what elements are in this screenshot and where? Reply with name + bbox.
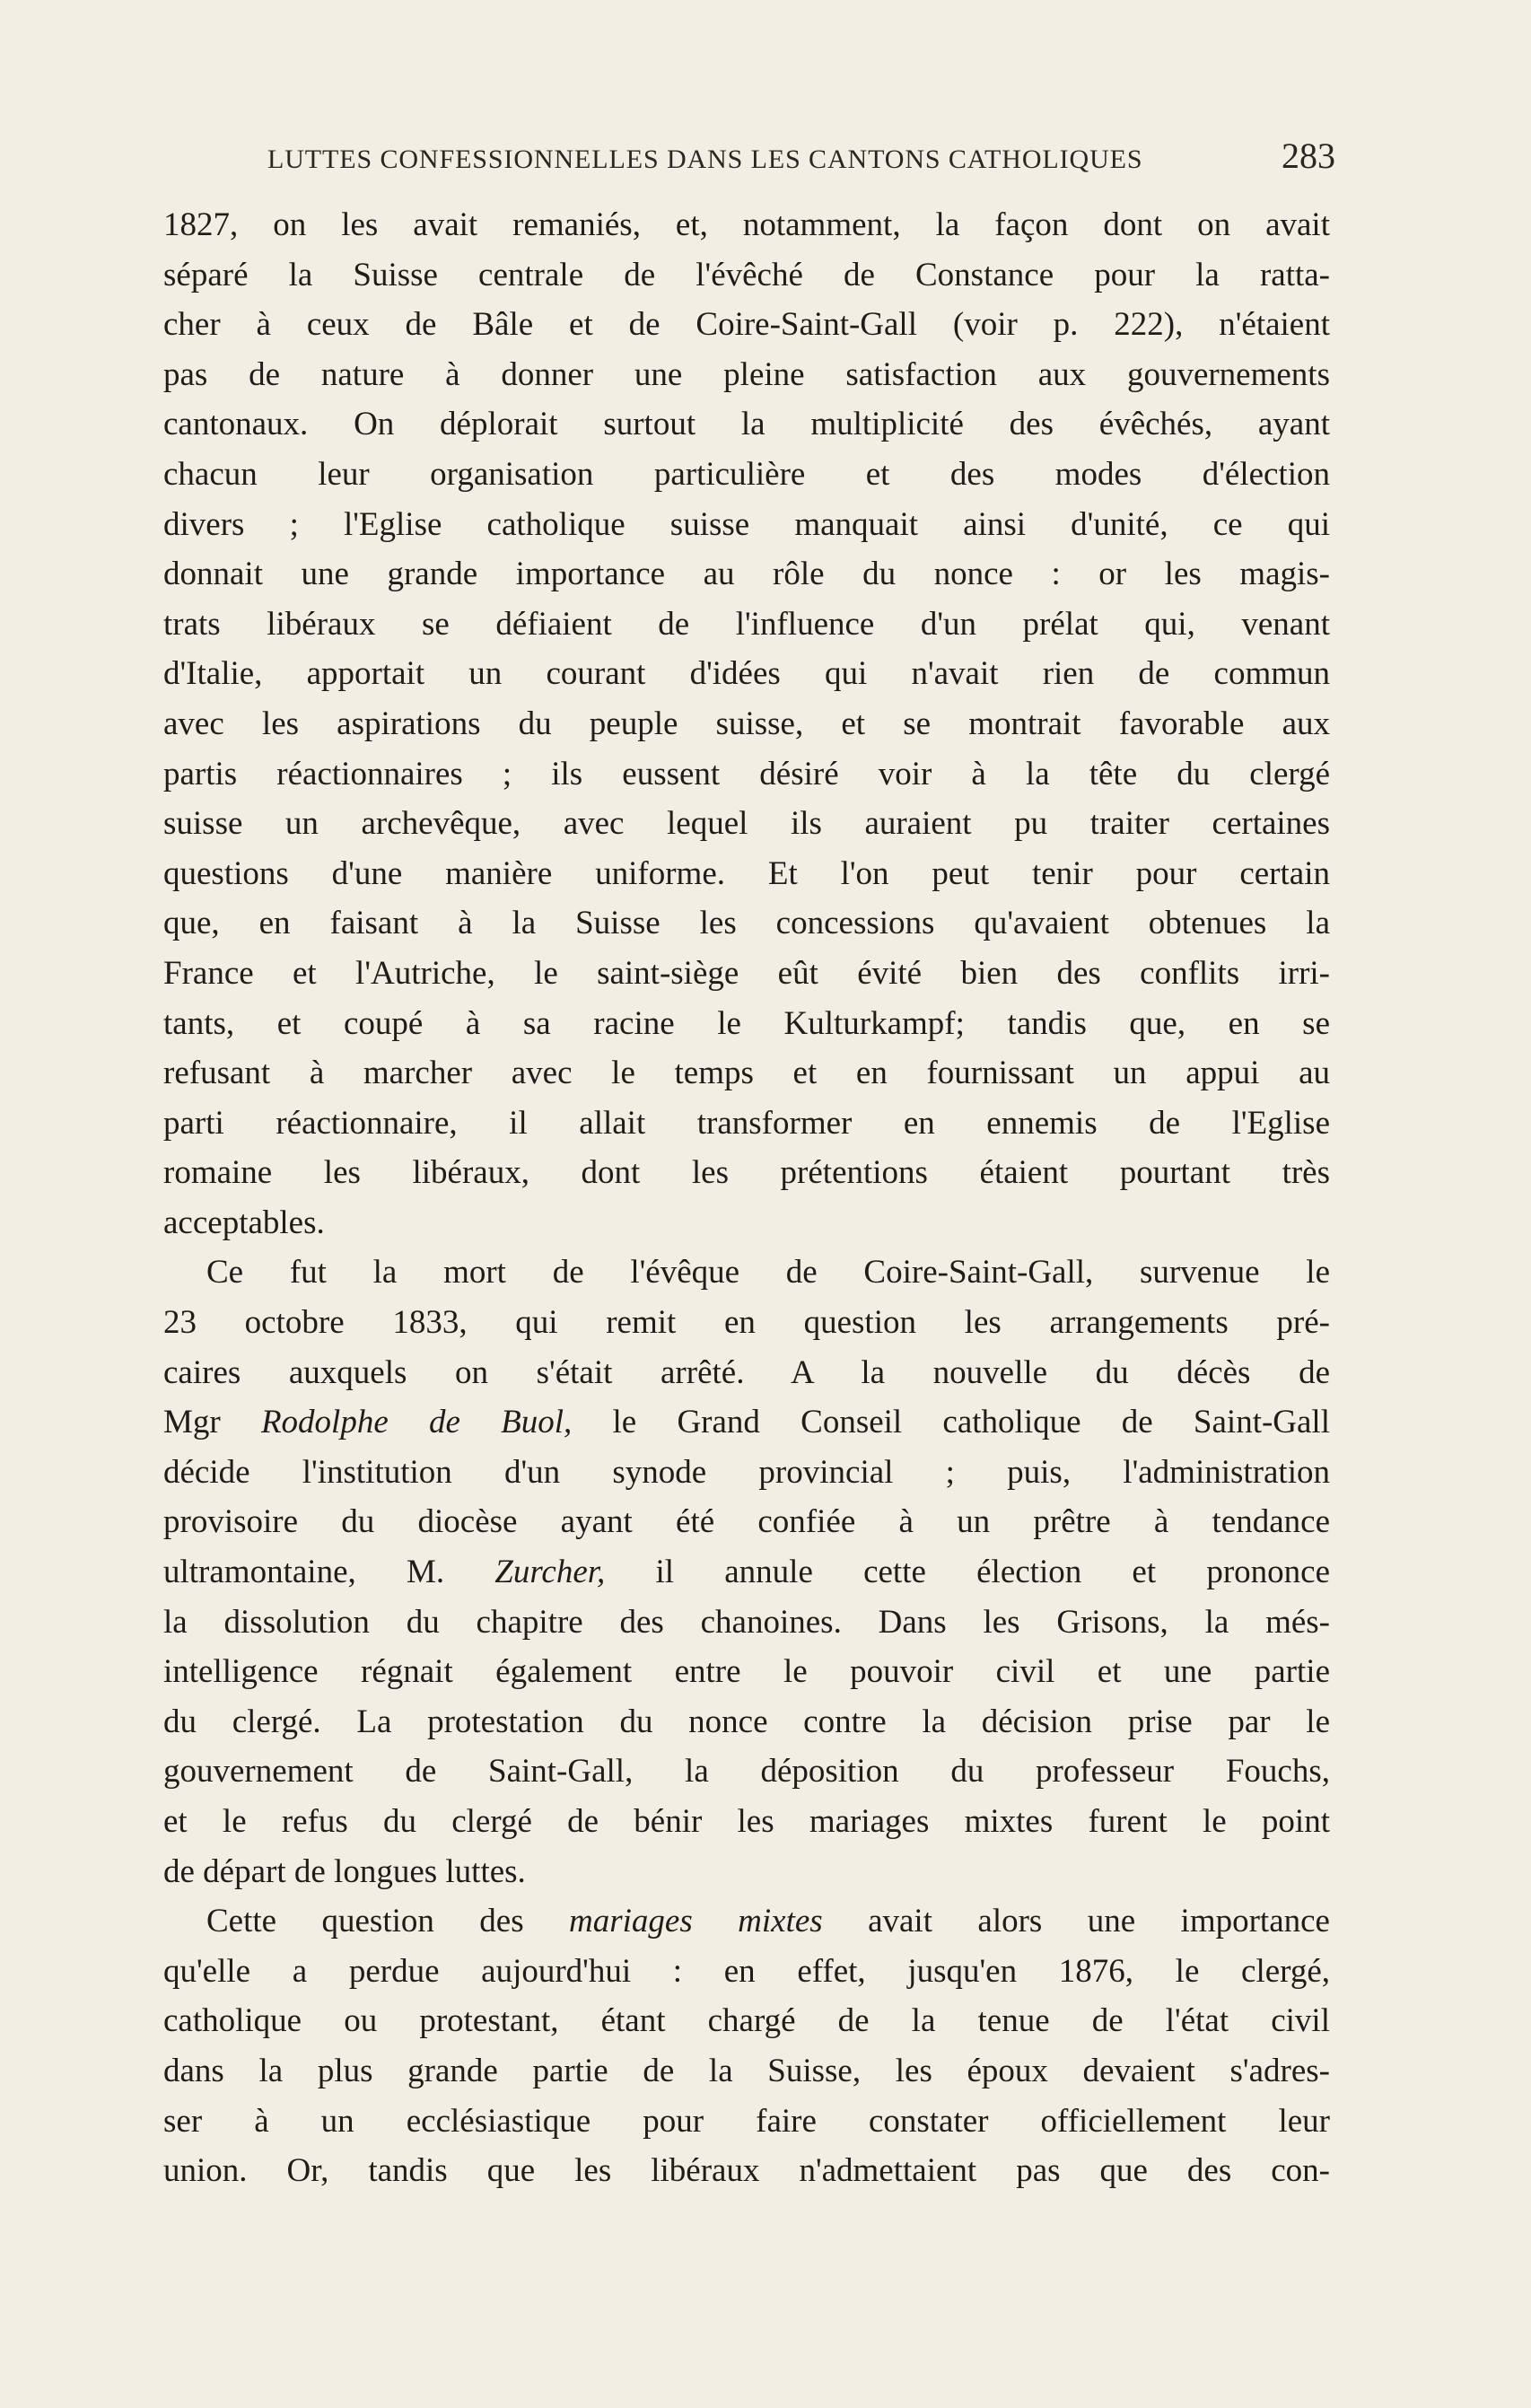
text-line: divers ; l'Eglise catholique suisse manquait ainsi d'unité, ce qui <box>163 505 1330 543</box>
text-line: et le refus du clergé de bénir les mariages mixtes furent le point <box>163 1803 1330 1840</box>
text-line: la dissolution du chapitre des chanoines. Dans les Grisons, la més- <box>163 1603 1330 1641</box>
text-line: cantonaux. On déplorait surtout la multiplicité des évêchés, ayant <box>163 406 1330 443</box>
text-line: gouvernement de Saint-Gall, la déposition du professeur Fouchs, <box>163 1753 1330 1791</box>
running-head <box>267 135 1335 180</box>
text-line: séparé la Suisse centrale de l'évêché de Constance pour la ratta- <box>163 256 1330 293</box>
running-title: LUTTES CONFESSIONNELLES DANS LES CANTONS CATHOLIQUES <box>267 144 1143 174</box>
text-line: provisoire du diocèse ayant été confiée à un prêtre à tendance <box>163 1503 1330 1541</box>
text-line <box>163 1547 1330 1598</box>
text-line: cher à ceux de Bâle et de Coire-Saint-Gall (voir p. 222), n'étaient <box>163 306 1330 344</box>
page-number: 283 <box>1282 136 1335 176</box>
text-segment: Cette question des <box>206 1903 570 1940</box>
text-line: de départ de longues luttes. <box>163 1852 526 1890</box>
text-line: d'Italie, apportait un courant d'idées qui n'avait rien de commun <box>163 655 1330 693</box>
text-line: 1827, on les avait remaniés, et, notamment, la façon dont on avait <box>163 206 1330 243</box>
text-segment: il annule cette élection et prononce <box>605 1554 1330 1591</box>
text-segment: le Grand Conseil catholique de Saint-Gall <box>572 1404 1330 1441</box>
text-line: Ce fut la mort de l'évêque de Coire-Saint-Gall, survenue le <box>206 1254 1330 1292</box>
text-segment: avait alors une importance <box>822 1903 1330 1940</box>
text-line: caires auxquels on s'était arrêté. A la nouvelle du décès de <box>163 1353 1330 1391</box>
text-segment: Mgr <box>163 1404 261 1441</box>
text-line <box>163 1896 1330 1947</box>
text-line: suisse un archevêque, avec lequel ils auraient pu traiter certaines <box>163 805 1330 843</box>
text-line: partis réactionnaires ; ils eussent désiré voir à la tête du clergé <box>163 755 1330 792</box>
text-line: trats libéraux se défiaient de l'influence d'un prélat qui, venant <box>163 605 1330 643</box>
text-line: pas de nature à donner une pleine satisfaction aux gouvernements <box>163 355 1330 393</box>
text-line: que, en faisant à la Suisse les concessions qu'avaient obtenues la <box>163 905 1330 942</box>
text-line: parti réactionnaire, il allait transformer en ennemis de l'Eglise <box>163 1104 1330 1142</box>
text-line: acceptables. <box>163 1204 325 1241</box>
text-line: refusant à marcher avec le temps et en fournissant un appui au <box>163 1055 1330 1092</box>
text-line: France et l'Autriche, le saint-siège eût évité bien des conflits irri- <box>163 954 1330 992</box>
text-line: union. Or, tandis que les libéraux n'admettaient pas que des con- <box>163 2152 1330 2190</box>
text-line: intelligence régnait également entre le pouvoir civil et une partie <box>163 1653 1330 1691</box>
text-line: catholique ou protestant, étant chargé de la tenue de l'état civil <box>163 2002 1330 2040</box>
text-line: chacun leur organisation particulière et des modes d'élection <box>163 455 1330 493</box>
italic-name: Rodolphe de Buol, <box>260 1404 573 1441</box>
body-text <box>163 200 1330 2196</box>
text-line: donnait une grande importance au rôle du nonce : or les magis- <box>163 556 1330 593</box>
text-line: avec les aspirations du peuple suisse, et se montrait favorable aux <box>163 705 1330 742</box>
italic-name: Zurcher, <box>494 1554 606 1591</box>
text-line: décide l'institution d'un synode provincial ; puis, l'administration <box>163 1453 1330 1491</box>
text-line: dans la plus grande partie de la Suisse, les époux devaient s'adres- <box>163 2052 1330 2089</box>
text-line: ser à un ecclésiastique pour faire constater officiellement leur <box>163 2102 1330 2140</box>
italic-term: mariages mixtes <box>569 1903 823 1940</box>
text-line: du clergé. La protestation du nonce contre la décision prise par le <box>163 1703 1330 1740</box>
text-segment: ultramontaine, M. <box>163 1554 495 1591</box>
text-line: questions d'une manière uniforme. Et l'on peut tenir pour certain <box>163 854 1330 892</box>
text-line <box>163 1397 1330 1448</box>
text-line: tants, et coupé à sa racine le Kulturkampf; tandis que, en se <box>163 1004 1330 1042</box>
text-line: romaine les libéraux, dont les prétentions étaient pourtant très <box>163 1154 1330 1192</box>
text-line: 23 octobre 1833, qui remit en question les arrangements pré- <box>163 1304 1330 1342</box>
text-line: qu'elle a perdue aujourd'hui : en effet, jusqu'en 1876, le clergé, <box>163 1952 1330 1990</box>
